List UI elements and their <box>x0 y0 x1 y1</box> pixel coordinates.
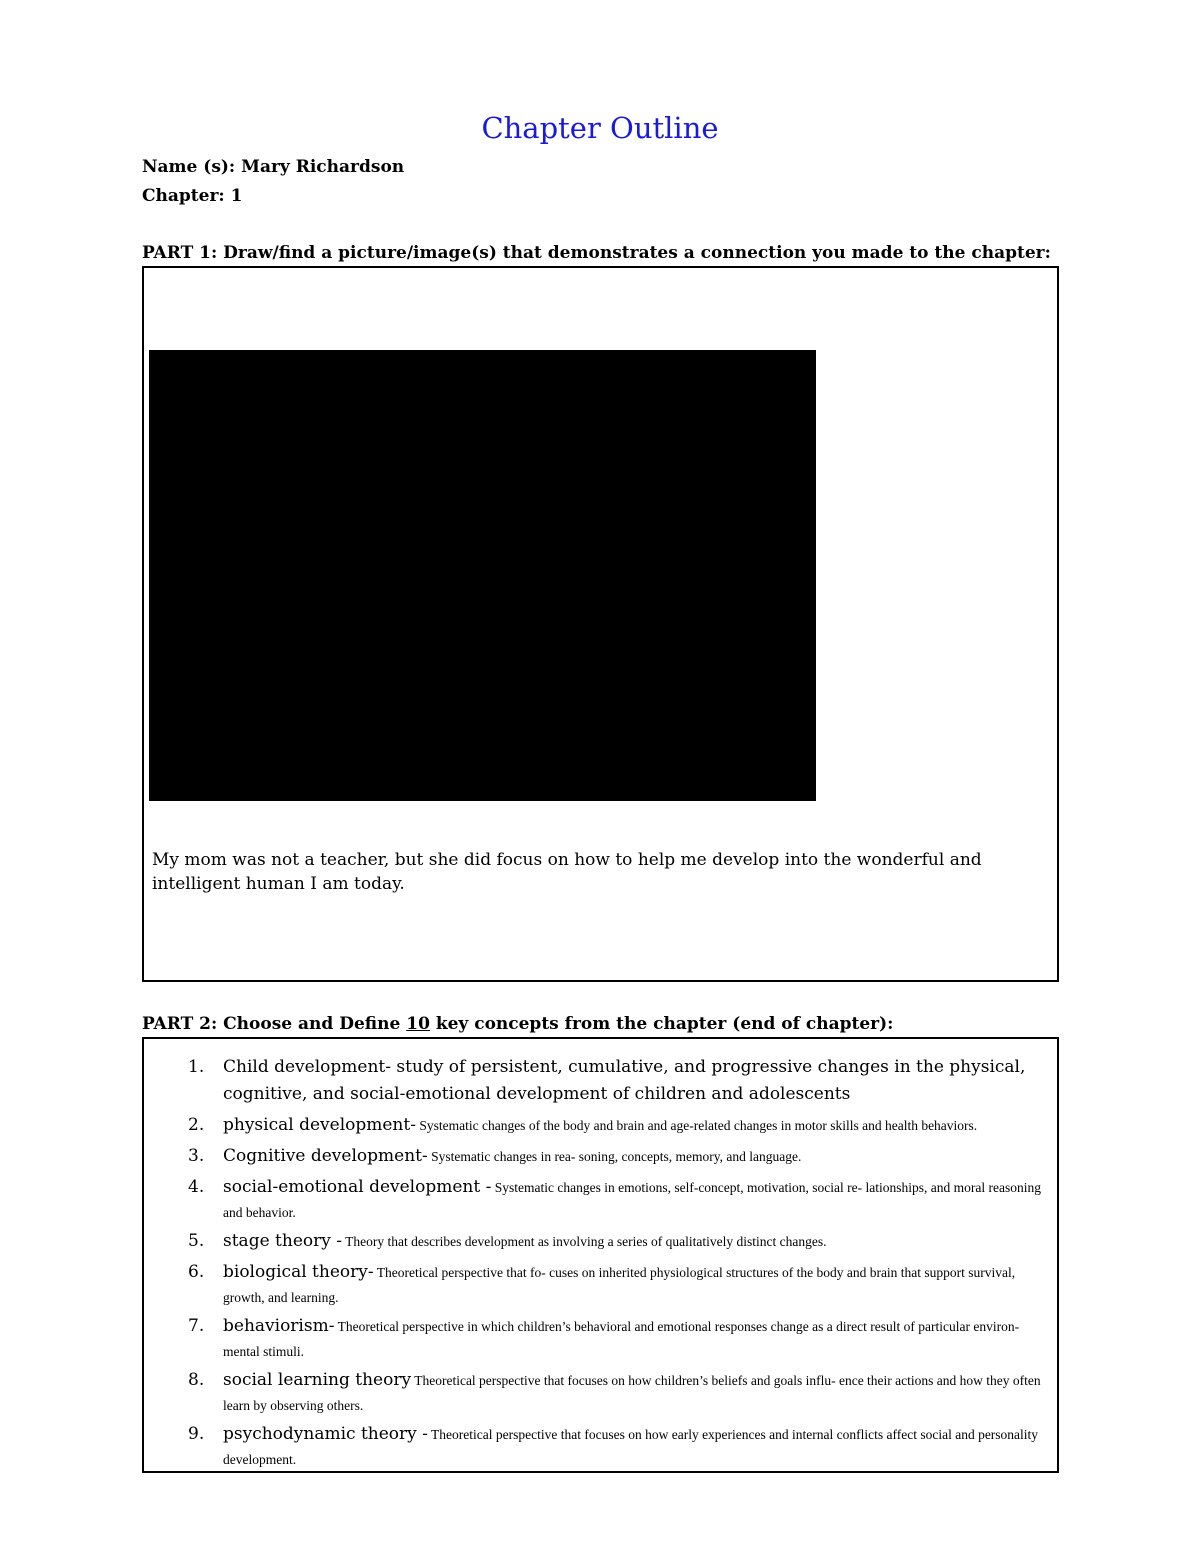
concept-item <box>144 1421 1049 1471</box>
concept-definition: Theoretical perspective that fo- cuses on inherited physiological structures of the body and brain that support survival, growth, and learning. <box>223 1265 1016 1305</box>
concept-definition: Systematic changes of the body and brain and age-related changes in motor skills and health behaviors. <box>415 1118 978 1133</box>
concept-number: 4. <box>188 1177 205 1197</box>
concept-item <box>144 1228 1049 1255</box>
concept-definition: Systematic changes in rea- soning, concepts, memory, and language. <box>427 1149 802 1164</box>
part1-box <box>142 266 1059 982</box>
concept-number: 7. <box>188 1316 205 1336</box>
concept-item <box>144 1174 1049 1224</box>
student-name: Name (s): Mary Richardson <box>142 157 405 177</box>
concept-number: 8. <box>188 1370 205 1390</box>
concept-item <box>144 1143 1049 1170</box>
concept-definition: Theoretical perspective that focuses on how early experiences and internal conflicts affect social and personality development. <box>223 1427 1039 1467</box>
concept-item <box>144 1313 1049 1363</box>
concept-list <box>144 1054 1049 1475</box>
concept-term: Cognitive development- <box>223 1146 428 1166</box>
concept-term: social learning theory <box>223 1370 412 1390</box>
chapter-number: Chapter: 1 <box>142 186 243 206</box>
concept-item <box>144 1259 1049 1309</box>
concept-definition: Theoretical perspective that focuses on how children’s beliefs and goals influ- ence their actions and how they often learn by observing others. <box>223 1373 1041 1413</box>
part1-heading: PART 1: Draw/find a picture/image(s) that demonstrates a connection you made to the chapter: <box>142 243 1051 263</box>
concept-term: behaviorism- <box>223 1316 335 1336</box>
part2-box <box>142 1037 1059 1473</box>
concept-item <box>144 1112 1049 1139</box>
image-caption: My mom was not a teacher, but she did focus on how to help me develop into the wonderful and intelligent human I am today. <box>152 850 982 894</box>
concept-definition: Systematic changes in emotions, self-concept, motivation, social re- lationships, and moral reasoning and behavior. <box>223 1180 1041 1220</box>
page-title: Chapter Outline <box>481 111 719 145</box>
part2-heading-prefix: PART 2: Choose and Define <box>142 1014 407 1034</box>
part2-heading-count: 10 <box>406 1014 430 1034</box>
concept-number: 3. <box>188 1146 205 1166</box>
concept-number: 5. <box>188 1231 205 1251</box>
concept-term: physical development- <box>223 1115 416 1135</box>
concept-term: Child development <box>223 1057 386 1077</box>
concept-definition: Theory that describes development as involving a series of qualitatively distinct changes. <box>342 1234 827 1249</box>
part2-heading-suffix: key concepts from the chapter (end of chapter): <box>429 1014 894 1034</box>
part2-heading <box>142 1014 893 1034</box>
concept-definition: - study of persistent, cumulative, and progressive changes in the physical, cognitive, and social-emotional development of children and adolescents <box>223 1057 1026 1104</box>
concept-number: 6. <box>188 1262 205 1282</box>
connection-image <box>149 350 816 801</box>
concept-number: 2. <box>188 1115 205 1135</box>
concept-term: social-emotional development - <box>223 1177 492 1197</box>
concept-number: 9. <box>188 1424 205 1444</box>
concept-definition: Theoretical perspective in which children’s behavioral and emotional responses change as a direct result of particular environ- mental stimuli. <box>223 1319 1020 1359</box>
concept-number: 1. <box>188 1057 205 1077</box>
concept-item <box>144 1054 1049 1108</box>
concept-term: psychodynamic theory - <box>223 1424 428 1444</box>
concept-term: biological theory- <box>223 1262 374 1282</box>
concept-term: stage theory - <box>223 1231 342 1251</box>
concept-item <box>144 1367 1049 1417</box>
